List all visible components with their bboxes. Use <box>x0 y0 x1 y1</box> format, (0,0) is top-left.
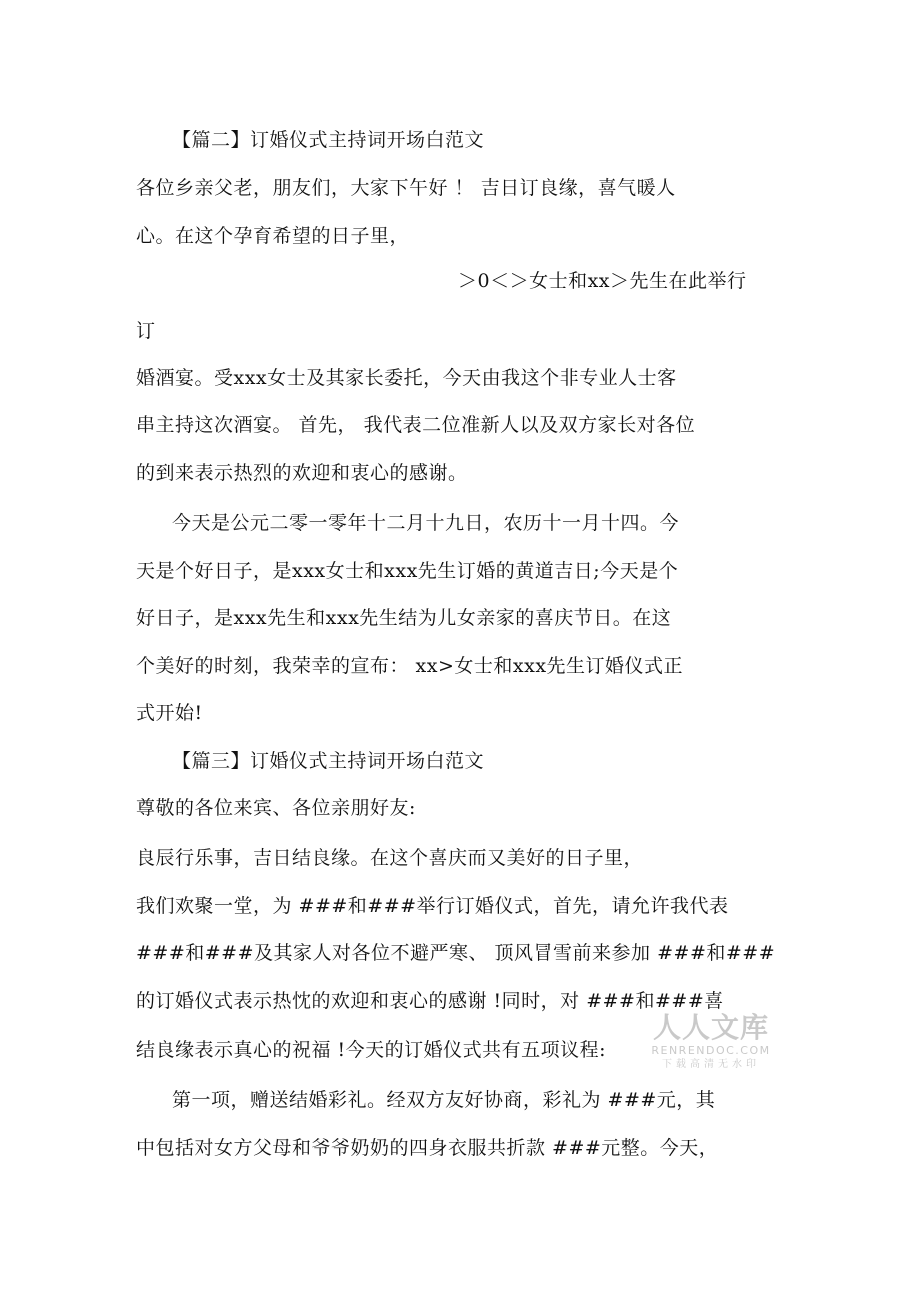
paragraph-line: ###和###及其家人对各位不避严寒、 顶风冒雪前来参加 ###和### <box>136 942 776 964</box>
paragraph-line: 的订婚仪式表示热忱的欢迎和衷心的感谢 !同时，对 ###和###喜 <box>136 990 724 1012</box>
paragraph-line: 第一项，赠送结婚彩礼。经双方友好协商，彩礼为 ###元，其 <box>172 1089 716 1111</box>
paragraph-line: 我们欢聚一堂，为 ###和###举行订婚仪式，首先，请允许我代表 <box>136 895 729 917</box>
paragraph-line: 订 <box>136 320 156 342</box>
paragraph-line: 天是个好日子，是xxx女士和xxx先生订婚的黄道吉日;今天是个 <box>136 560 679 582</box>
heading-section-2: 【篇二】订婚仪式主持词开场白范文 <box>172 129 485 151</box>
paragraph-line: 的到来表示热烈的欢迎和衷心的感谢。 <box>136 462 468 484</box>
paragraph-line: 好日子，是xxx先生和xxx先生结为儿女亲家的喜庆节日。在这 <box>136 607 672 629</box>
paragraph-line: 各位乡亲父老，朋友们，大家下午好 ！ 吉日订良缘，喜气暖人 <box>136 177 676 199</box>
watermark <box>648 1012 774 1071</box>
paragraph-line: 尊敬的各位来宾、各位亲朋好友: <box>136 797 416 819</box>
paragraph-line: 串主持这次酒宴。 首先， 我代表二位准新人以及双方家长对各位 <box>136 414 696 436</box>
paragraph-line: 今天是公元二零一零年十二月十九日，农历十一月十四。今 <box>172 512 680 534</box>
paragraph-line: 结良缘表示真心的祝福 !今天的订婚仪式共有五项议程: <box>136 1039 607 1061</box>
watermark-logo-text: 人人文库 <box>652 1011 769 1044</box>
paragraph-line: 良辰行乐事，吉日结良缘。在这个喜庆而又美好的日子里， <box>136 847 644 869</box>
heading-section-3: 【篇三】订婚仪式主持词开场白范文 <box>172 750 485 772</box>
watermark-tagline: 下载高清无水印 <box>662 1059 760 1070</box>
paragraph-line: 心。在这个孕育希望的日子里， <box>136 225 410 247</box>
paragraph-line: 个美好的时刻，我荣幸的宣布： xx>女士和xxx先生订婚仪式正 <box>136 655 684 677</box>
paragraph-line: 中包括对女方父母和爷爷奶奶的四身衣服共折款 ###元整。今天， <box>136 1137 719 1159</box>
watermark-url: RENRENDOC.COM <box>651 1044 771 1057</box>
paragraph-line: ＞0＜＞女士和xx＞先生在此举行 <box>458 270 747 292</box>
paragraph-line: 婚酒宴。受xxx女士及其家长委托，今天由我这个非专业人士客 <box>136 367 677 389</box>
paragraph-line: 式开始! <box>136 702 203 724</box>
